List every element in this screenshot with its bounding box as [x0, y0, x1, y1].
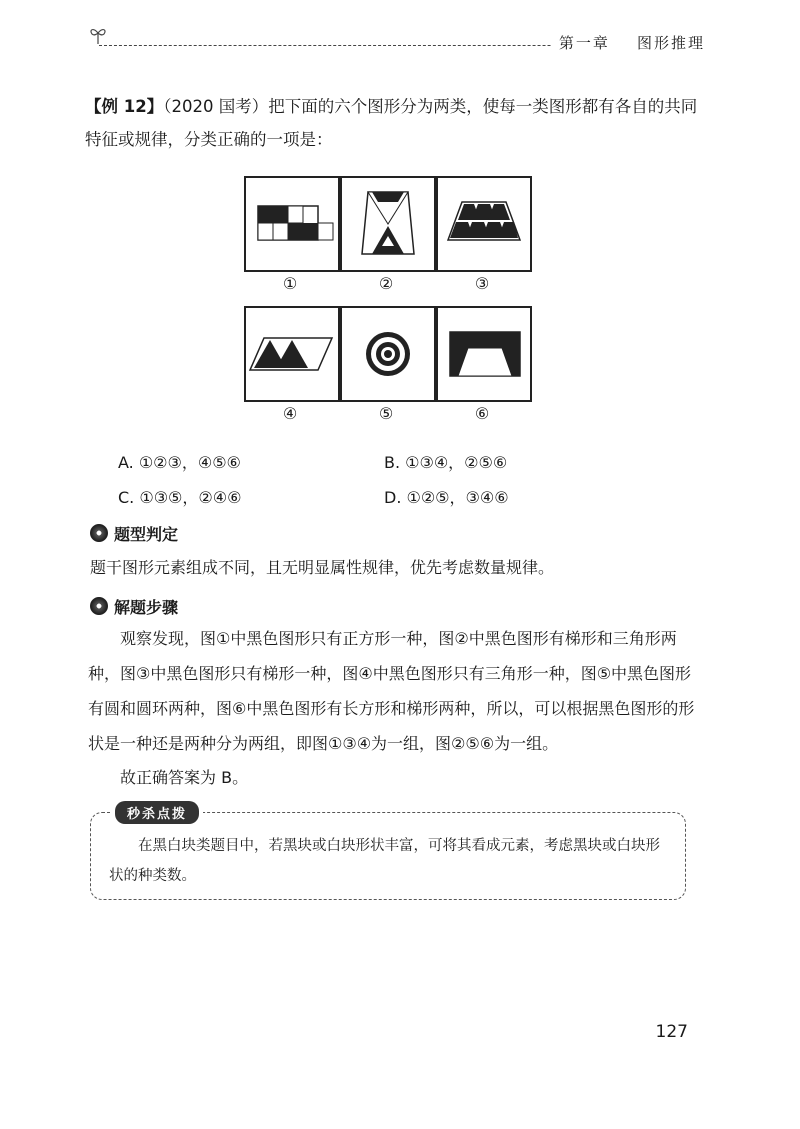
figure-3 [436, 176, 532, 272]
figure-4 [244, 306, 340, 402]
figure-6 [436, 306, 532, 402]
option-d: D. ①②⑤，③④⑥ [384, 488, 509, 507]
section-type-heading: 题型判定 [90, 522, 178, 545]
option-a: A. ①②③，④⑤⑥ [118, 453, 241, 472]
page-header [85, 18, 705, 58]
page-number: 127 [655, 1022, 688, 1042]
tip-box [90, 807, 686, 900]
option-c: C. ①③⑤，②④⑥ [118, 488, 242, 507]
example-tag: 【例 12】 [85, 97, 164, 116]
badge-icon [90, 524, 108, 542]
example-text: 把下面的六个图形分为两类，使每一类图形都有各自的共同特征或规律，分类正确的一项是： [85, 97, 698, 149]
badge-icon [90, 597, 108, 615]
example-question [85, 90, 700, 156]
figure-5-label: ⑤ [378, 404, 394, 423]
figure-2 [340, 176, 436, 272]
option-b: B. ①③④，②⑤⑥ [384, 453, 508, 472]
section-steps-heading: 解题步骤 [90, 595, 178, 618]
chapter-number: 第一章 [558, 34, 610, 52]
tip-label: 秒杀点拨 [111, 801, 203, 824]
sprout-icon [87, 24, 109, 46]
figure-2-label: ② [378, 274, 394, 293]
figure-6-label: ⑥ [474, 404, 490, 423]
figure-5 [340, 306, 436, 402]
answer-text: 故正确答案为 B。 [120, 768, 249, 787]
section-steps-text: 观察发现，图①中黑色图形只有正方形一种，图②中黑色图形有梯形和三角形两种，图③中黑色图形只有梯形一种，图④中黑色图形只有三角形一种，图⑤中黑色图形有圆和圆环两种，图⑥中黑色图形有长方形和梯形两种，所以，可以根据黑色图形的形状是一种还是两种分为两组，即图①③④为一组，图②⑤⑥为一组。 [88, 629, 695, 753]
figure-4-label: ④ [282, 404, 298, 423]
chapter-heading [551, 32, 705, 53]
example-source: （2020 国考） [163, 97, 269, 116]
chapter-title: 图形推理 [636, 34, 705, 52]
figure-3-label: ③ [474, 274, 490, 293]
figure-1-label: ① [282, 274, 298, 293]
tip-text: 在黑白块类题目中，若黑块或白块形状丰富，可将其看成元素，考虑黑块或白块形状的种类数。 [109, 838, 660, 884]
section-type-text: 题干图形元素组成不同，且无明显属性规律，优先考虑数量规律。 [90, 558, 555, 577]
figure-1 [244, 176, 340, 272]
